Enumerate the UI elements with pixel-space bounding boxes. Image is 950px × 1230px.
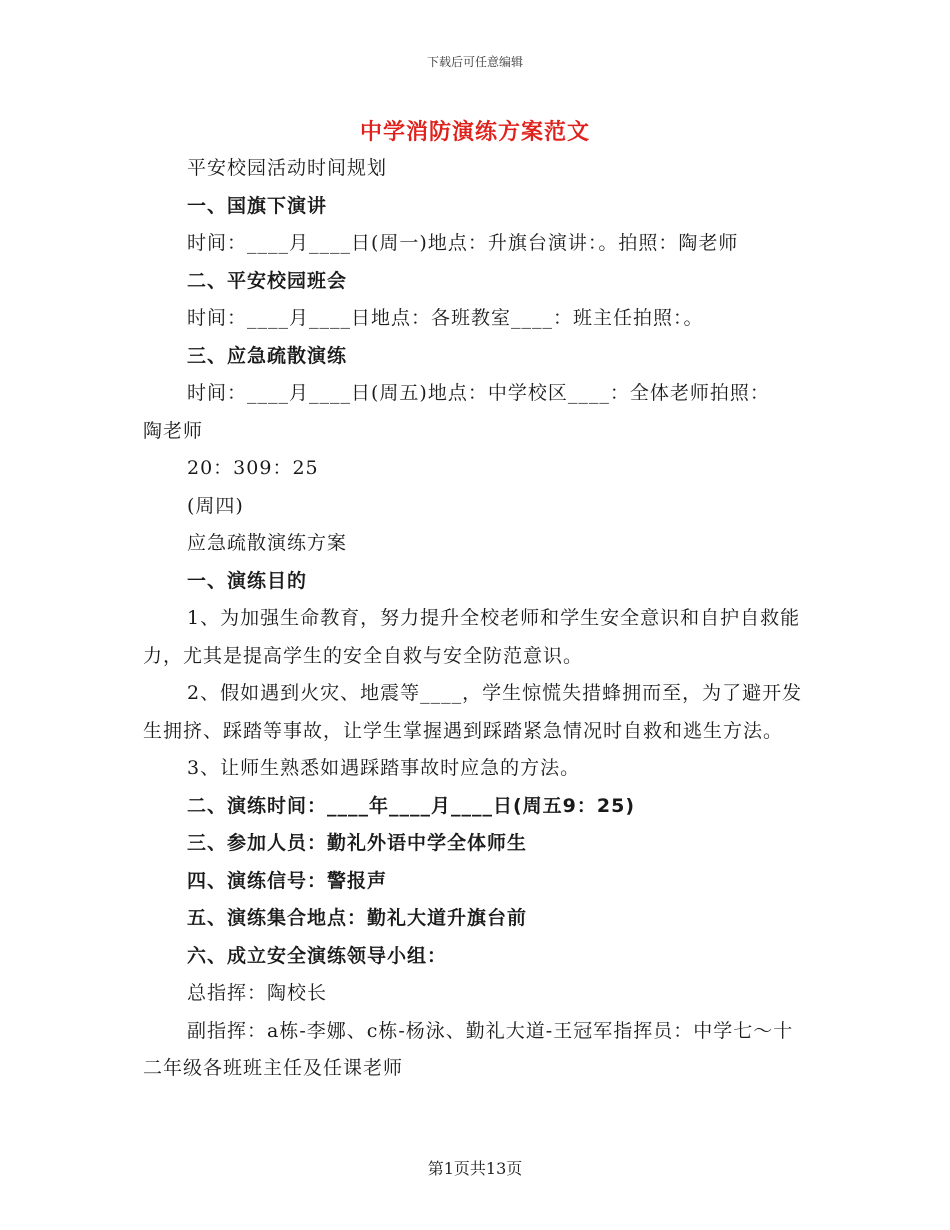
body-line: 时间：____月____日(周一)地点：升旗台演讲：。拍照：陶老师 <box>187 232 739 254</box>
body-paragraph: 副指挥：a栋-李娜、c栋-杨泳、勤礼大道-王冠军指挥员：中学七～十二年级各班班主任及任课老师 <box>143 1019 794 1079</box>
document-title: 中学消防演练方案范文 <box>359 120 590 145</box>
section-heading: 应急疏散演练方案 <box>187 532 348 554</box>
section-heading: 二、演练时间：____年____月____日(周五9：25) <box>187 794 636 817</box>
body-line: 陶老师 <box>143 419 204 442</box>
body-line: 总指挥：陶校长 <box>187 982 328 1004</box>
body-paragraph: 1、为加强生命教育，努力提升全校老师和学生安全意识和自护自救能力，尤其是提高学生的安全自救与安全防范意识。 <box>143 607 801 667</box>
body-line: 时间：____月____日地点：各班教室____：班主任拍照：。 <box>187 307 704 329</box>
section-heading: 一、国旗下演讲 <box>187 194 328 217</box>
section-heading: 二、平安校园班会 <box>187 269 348 292</box>
page-number: 第1页共13页 <box>427 1159 523 1178</box>
body-line: 时间：____月____日(周五)地点：中学校区____：全体老师拍照： <box>187 382 770 404</box>
section-heading: 四、演练信号：警报声 <box>187 869 388 892</box>
body-line: 20：309：25 <box>187 457 319 479</box>
document-body <box>143 150 813 1088</box>
body-paragraph: 3、让师生熟悉如遇踩踏事故时应急的方法。 <box>187 757 581 779</box>
body-line: (周四) <box>187 494 244 517</box>
body-paragraph: 2、假如遇到火灾、地震等____，学生惊慌失措蜂拥而至，为了避开发生拥挤、踩踏等事故，让学生掌握遇到踩踏紧急情况时自救和逃生方法。 <box>143 682 803 742</box>
section-heading: 五、演练集合地点：勤礼大道升旗台前 <box>187 907 528 929</box>
section-heading: 一、演练目的 <box>187 569 308 592</box>
section-heading: 六、成立安全演练领导小组： <box>187 944 448 967</box>
section-heading: 三、参加人员：勤礼外语中学全体师生 <box>187 832 528 854</box>
header-note: 下载后可任意编辑 <box>426 55 523 69</box>
section-heading: 三、应急疏散演练 <box>187 344 348 367</box>
section-heading: 平安校园活动时间规划 <box>187 157 388 179</box>
